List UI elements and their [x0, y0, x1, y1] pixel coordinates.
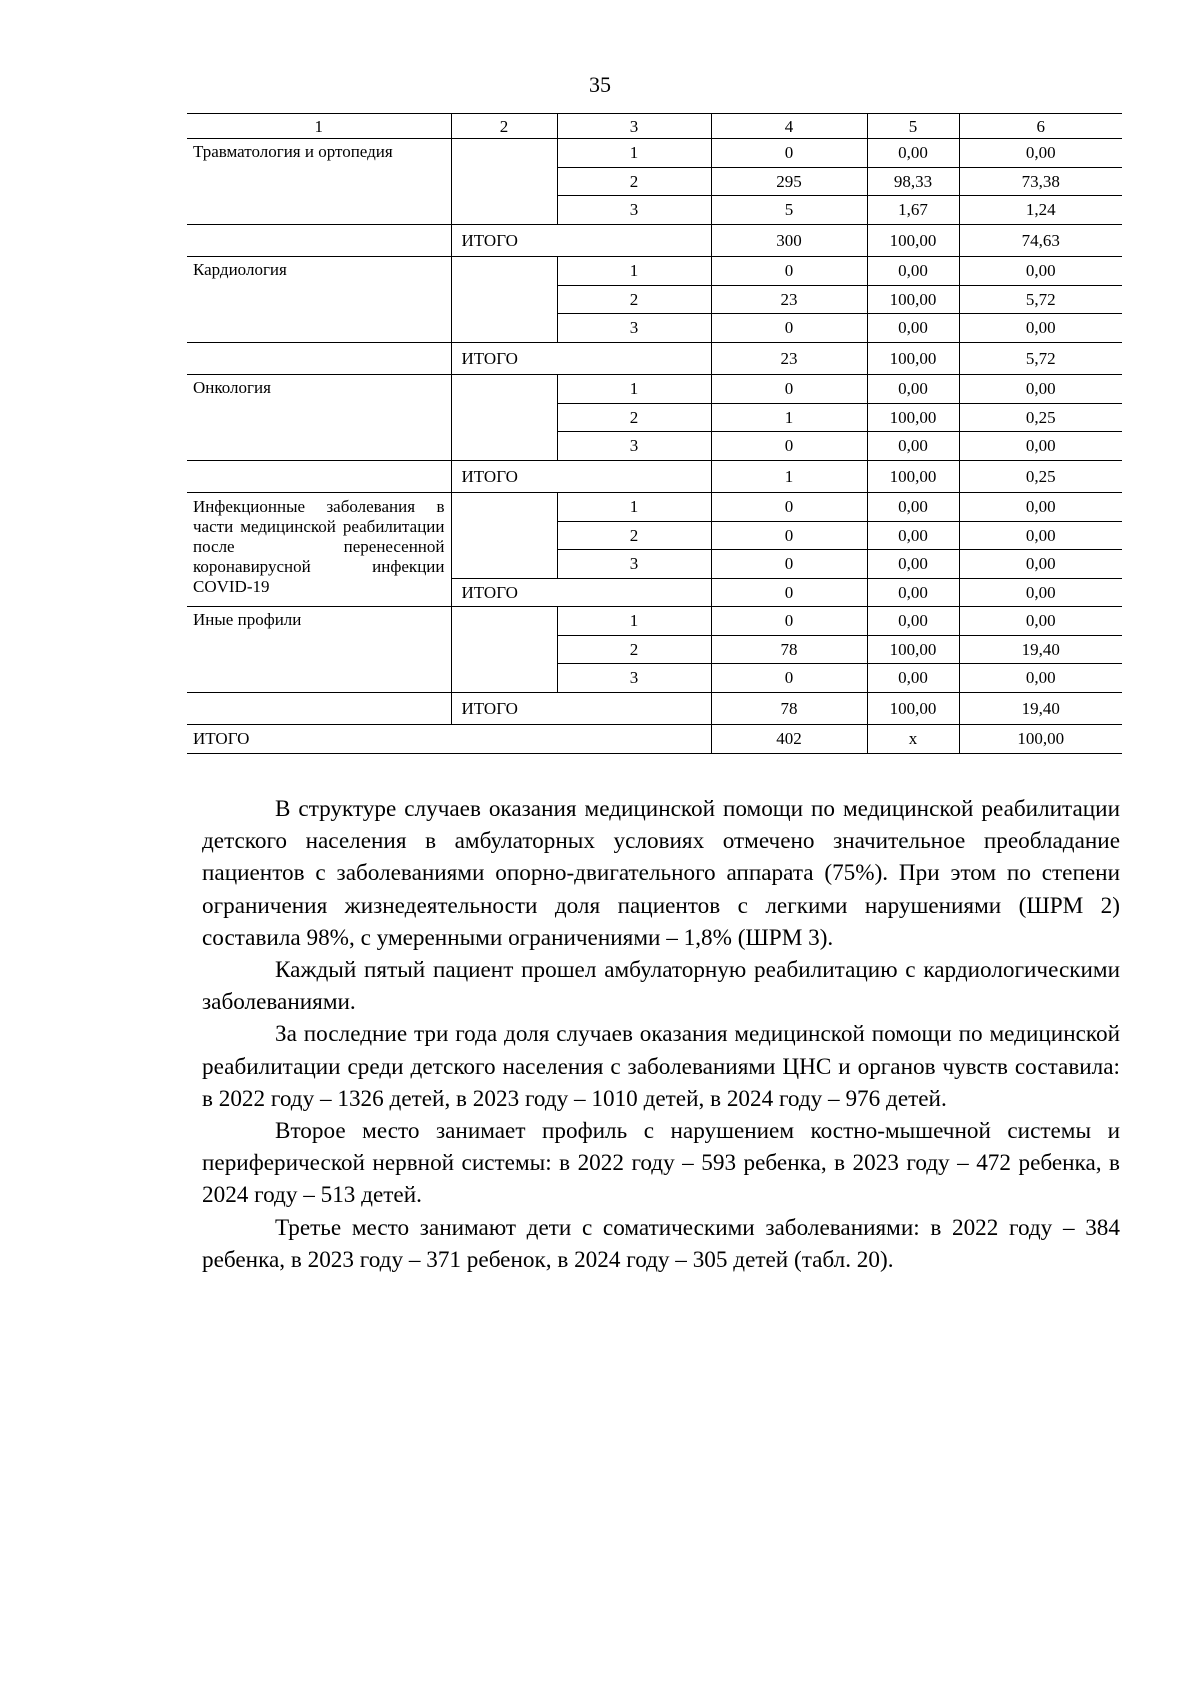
subtotal-label: ИТОГО: [451, 342, 711, 375]
body-text: [202, 793, 1120, 1276]
count-cell: 0: [711, 432, 867, 461]
share-cell: 0,00: [959, 257, 1122, 286]
blank-cell: [187, 460, 451, 493]
degree-cell: 3: [557, 314, 711, 343]
share-cell: 0,00: [959, 432, 1122, 461]
degree-cell: 2: [557, 635, 711, 664]
degree-cell: 1: [557, 607, 711, 636]
count-cell: 5: [711, 196, 867, 225]
degree-cell: 1: [557, 139, 711, 168]
count-cell: 1: [711, 460, 867, 493]
percent-cell: х: [867, 725, 959, 754]
degree-cell: 2: [557, 403, 711, 432]
degree-cell: 3: [557, 432, 711, 461]
count-cell: 0: [711, 578, 867, 607]
share-cell: 0,25: [959, 403, 1122, 432]
count-cell: 402: [711, 725, 867, 754]
table-row: [187, 139, 1122, 168]
share-cell: 0,00: [959, 139, 1122, 168]
table-header-row: [187, 114, 1122, 139]
share-cell: 5,72: [959, 285, 1122, 314]
percent-cell: 0,00: [867, 578, 959, 607]
percent-cell: 0,00: [867, 521, 959, 550]
degree-cell: 3: [557, 196, 711, 225]
header-cell: 1: [187, 114, 451, 139]
blank-cell: [451, 139, 557, 225]
share-cell: 100,00: [959, 725, 1122, 754]
blank-cell: [451, 375, 557, 461]
profile-cell: Иные профили: [187, 607, 451, 693]
paragraph: Каждый пятый пациент прошел амбулаторную реабилитацию с кардиологическими заболеваниями.: [202, 957, 1120, 1016]
percent-cell: 100,00: [867, 403, 959, 432]
paragraph: Второе место занимает профиль с нарушением костно-мышечной системы и периферической нервной системы: в 2022 году – 593 ребенка, в 2023 году – 472 ребенка, в 2024 году – 513 детей.: [202, 1118, 1120, 1209]
paragraph: В структуре случаев оказания медицинской помощи по медицинской реабилитации детского населения в амбулаторных условиях отмечено значительное преобладание пациентов с заболеваниями опорно-двигательного аппарата (75%). При этом по степени ограничения жизнедеятельности доля пациентов с легкими нарушениями (ШРМ 2) составила 98%, с умеренными ограничениями – 1,8% (ШРМ 3).: [202, 796, 1120, 951]
subtotal-label: ИТОГО: [451, 224, 711, 257]
percent-cell: 100,00: [867, 635, 959, 664]
profile-cell: Онкология: [187, 375, 451, 461]
header-cell: 6: [959, 114, 1122, 139]
share-cell: 0,00: [959, 493, 1122, 522]
percent-cell: 100,00: [867, 342, 959, 375]
header-cell: 3: [557, 114, 711, 139]
blank-cell: [451, 257, 557, 343]
degree-cell: 1: [557, 257, 711, 286]
share-cell: 0,00: [959, 578, 1122, 607]
degree-cell: 3: [557, 664, 711, 693]
header-cell: 5: [867, 114, 959, 139]
percent-cell: 0,00: [867, 257, 959, 286]
percent-cell: 0,00: [867, 314, 959, 343]
grand-total-row: [187, 725, 1122, 754]
count-cell: 0: [711, 521, 867, 550]
percent-cell: 0,00: [867, 493, 959, 522]
subtotal-row: [187, 224, 1122, 257]
subtotal-row: [187, 460, 1122, 493]
count-cell: 78: [711, 635, 867, 664]
percent-cell: 0,00: [867, 375, 959, 404]
share-cell: 0,25: [959, 460, 1122, 493]
share-cell: 73,38: [959, 167, 1122, 196]
statistics-table: [187, 113, 1122, 754]
count-cell: 0: [711, 314, 867, 343]
table-row: [187, 607, 1122, 636]
count-cell: 0: [711, 607, 867, 636]
share-cell: 19,40: [959, 692, 1122, 725]
profile-cell: Кардиология: [187, 257, 451, 343]
paragraph: Третье место занимают дети с соматическими заболеваниями: в 2022 году – 384 ребенка, в 2023 году – 371 ребенок, в 2024 году – 305 детей (табл. 20).: [202, 1214, 1120, 1273]
table-row: [187, 257, 1122, 286]
subtotal-label: ИТОГО: [451, 578, 711, 607]
count-cell: 0: [711, 375, 867, 404]
percent-cell: 98,33: [867, 167, 959, 196]
degree-cell: 2: [557, 167, 711, 196]
table-body: [187, 114, 1122, 754]
blank-cell: [187, 224, 451, 257]
percent-cell: 0,00: [867, 664, 959, 693]
percent-cell: 0,00: [867, 607, 959, 636]
blank-cell: [187, 342, 451, 375]
share-cell: 0,00: [959, 314, 1122, 343]
count-cell: 23: [711, 342, 867, 375]
blank-cell: [451, 493, 557, 579]
count-cell: 300: [711, 224, 867, 257]
degree-cell: 2: [557, 285, 711, 314]
count-cell: 295: [711, 167, 867, 196]
header-cell: 2: [451, 114, 557, 139]
subtotal-label: ИТОГО: [451, 460, 711, 493]
share-cell: 0,00: [959, 664, 1122, 693]
share-cell: 5,72: [959, 342, 1122, 375]
degree-cell: 1: [557, 493, 711, 522]
percent-cell: 0,00: [867, 139, 959, 168]
count-cell: 1: [711, 403, 867, 432]
share-cell: 74,63: [959, 224, 1122, 257]
share-cell: 0,00: [959, 375, 1122, 404]
paragraph: За последние три года доля случаев оказания медицинской помощи по медицинской реабилитации среди детского населения с заболеваниями ЦНС и органов чувств составила: в 2022 году – 1326 детей, в 2023 году – 1010 детей, в 2024 году – 976 детей.: [202, 1021, 1120, 1112]
degree-cell: 3: [557, 550, 711, 579]
percent-cell: 0,00: [867, 550, 959, 579]
degree-cell: 2: [557, 521, 711, 550]
share-cell: 0,00: [959, 521, 1122, 550]
count-cell: 0: [711, 493, 867, 522]
table-row: [187, 493, 1122, 522]
subtotal-label: ИТОГО: [451, 692, 711, 725]
header-cell: 4: [711, 114, 867, 139]
share-cell: 0,00: [959, 550, 1122, 579]
profile-cell: Инфекционные заболевания в части медицинской реабилитации после перенесенной коронавирусной инфекции COVID-19: [187, 493, 451, 607]
percent-cell: 100,00: [867, 692, 959, 725]
count-cell: 78: [711, 692, 867, 725]
page-number: 35: [589, 72, 611, 97]
share-cell: 0,00: [959, 607, 1122, 636]
profile-cell: Травматология и ортопедия: [187, 139, 451, 225]
count-cell: 0: [711, 550, 867, 579]
percent-cell: 100,00: [867, 285, 959, 314]
share-cell: 1,24: [959, 196, 1122, 225]
count-cell: 0: [711, 664, 867, 693]
degree-cell: 1: [557, 375, 711, 404]
percent-cell: 0,00: [867, 432, 959, 461]
blank-cell: [187, 692, 451, 725]
blank-cell: [451, 607, 557, 693]
table-row: [187, 375, 1122, 404]
count-cell: 0: [711, 139, 867, 168]
grand-total-label: ИТОГО: [187, 725, 711, 754]
count-cell: 23: [711, 285, 867, 314]
subtotal-row: [187, 342, 1122, 375]
percent-cell: 1,67: [867, 196, 959, 225]
count-cell: 0: [711, 257, 867, 286]
share-cell: 19,40: [959, 635, 1122, 664]
percent-cell: 100,00: [867, 460, 959, 493]
percent-cell: 100,00: [867, 224, 959, 257]
subtotal-row: [187, 692, 1122, 725]
